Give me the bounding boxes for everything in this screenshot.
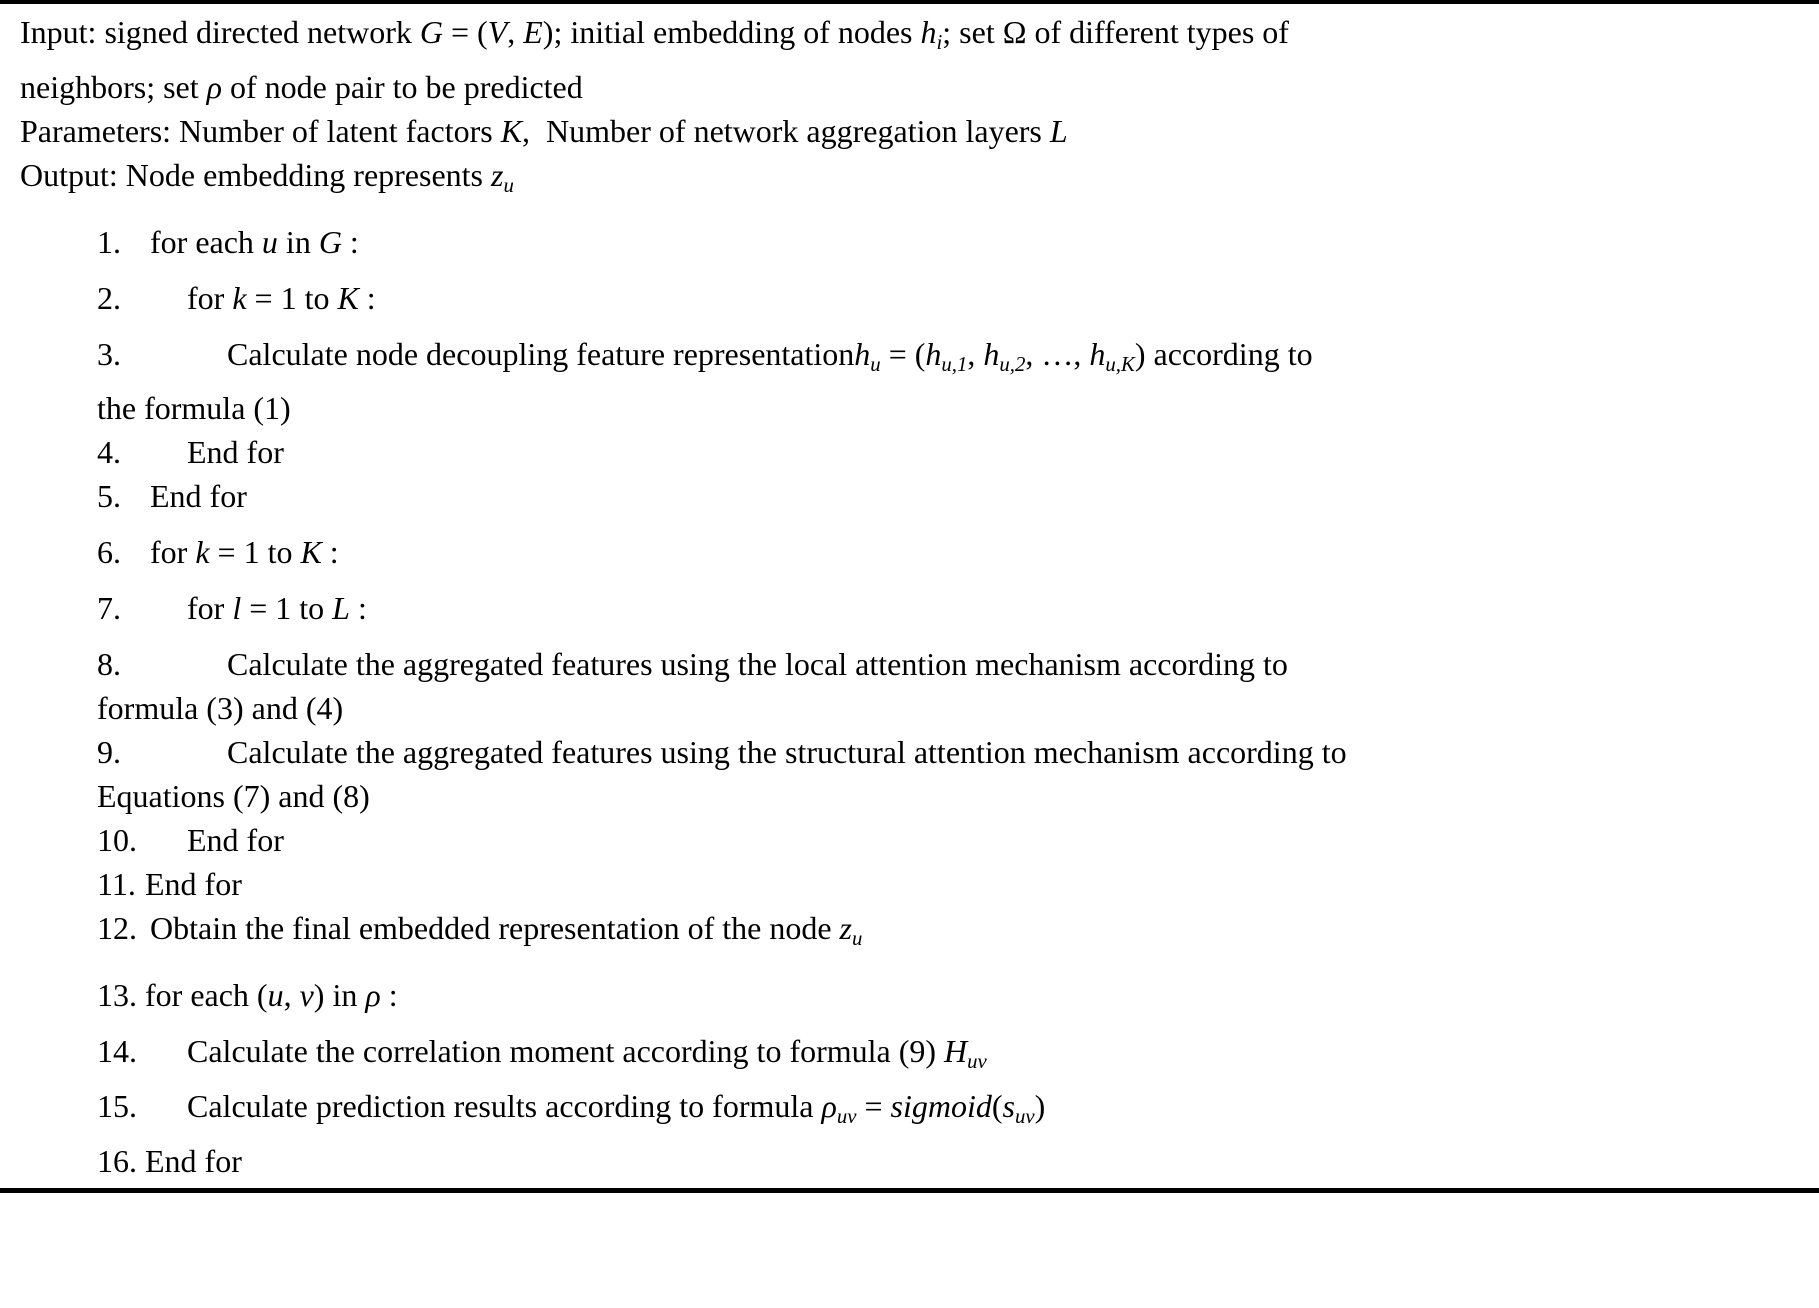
step-text	[97, 642, 1288, 686]
algorithm-step	[97, 474, 1795, 518]
text-segment: u	[503, 173, 514, 197]
step-number: 7.	[97, 590, 121, 627]
text-segment: End for	[187, 434, 284, 471]
algorithm-steps	[20, 220, 1795, 1183]
text-segment: L	[1049, 112, 1068, 149]
text-segment: G	[419, 14, 443, 50]
text-segment: for	[187, 590, 233, 627]
text-segment: Calculate the correlation moment according to formula (9)	[187, 1033, 945, 1070]
text-segment: ρ	[821, 1088, 837, 1125]
text-segment: :	[321, 534, 339, 571]
text-segment: uv	[967, 1050, 987, 1074]
step-number: 8.	[97, 646, 121, 683]
algorithm-header-line	[20, 153, 1795, 208]
step-number: 6.	[97, 534, 121, 571]
text-segment: = (	[880, 335, 926, 372]
text-segment: =	[856, 1088, 891, 1125]
algorithm-step	[97, 906, 1795, 961]
text-segment: L	[332, 590, 350, 627]
text-segment: s	[1002, 1088, 1015, 1125]
text-segment: for each	[150, 223, 262, 260]
text-segment: u	[851, 927, 863, 951]
text-segment: ,	[283, 977, 300, 1014]
text-segment: of node pair to be predicted	[222, 68, 583, 105]
algorithm-step	[97, 430, 1795, 474]
algorithm-step	[97, 818, 1795, 862]
text-segment: for each (	[145, 977, 268, 1014]
text-segment: h	[854, 335, 871, 372]
step-number: 14.	[97, 1033, 137, 1070]
step-number: 13.	[97, 977, 137, 1014]
text-segment: u,1	[941, 352, 968, 376]
text-segment: ) according to	[1134, 335, 1313, 372]
text-segment: ρ	[365, 977, 381, 1014]
text-segment: ,	[507, 14, 524, 50]
text-segment: K	[500, 112, 523, 149]
text-segment: h	[925, 335, 942, 372]
text-segment: :	[358, 279, 376, 316]
text-segment: V	[487, 14, 508, 50]
text-segment: H	[944, 1033, 968, 1070]
text-segment: ,	[967, 335, 984, 372]
step-number: 1.	[97, 223, 121, 260]
text-segment: Calculate the aggregated features using the structural attention mechanism according to	[227, 734, 1347, 771]
text-segment: E	[523, 14, 543, 50]
text-segment: for	[150, 534, 196, 571]
text-segment: Equations (7) and (8)	[97, 778, 370, 815]
text-segment: v	[299, 977, 314, 1014]
text-segment: u,2	[999, 352, 1026, 376]
text-segment: , Number of network aggregation layers	[522, 112, 1050, 149]
algorithm-step	[97, 332, 1795, 387]
text-segment: l	[232, 590, 242, 627]
text-segment: ); initial embedding of nodes	[542, 14, 921, 50]
bottom-rule	[0, 1188, 1819, 1193]
algorithm-step	[97, 1084, 1795, 1139]
step-number: 3.	[97, 335, 121, 372]
text-segment: u	[870, 352, 881, 376]
algorithm-step	[97, 973, 1795, 1017]
algorithm-header-line	[20, 109, 1795, 153]
text-segment: K	[300, 534, 322, 571]
text-segment: Input: signed directed network	[20, 14, 420, 50]
text-segment: Obtain the final embedded representation of the node	[150, 910, 840, 947]
step-text	[97, 586, 367, 630]
text-segment: h	[983, 335, 1000, 372]
text-segment: h	[1089, 335, 1106, 372]
text-segment: = 1 to	[209, 534, 301, 571]
step-number: 11.	[97, 866, 136, 903]
step-number: 10.	[97, 822, 137, 859]
text-segment: u	[267, 977, 284, 1014]
text-segment: ρ	[206, 68, 222, 105]
step-number: 9.	[97, 734, 121, 771]
step-text	[97, 530, 339, 574]
step-text	[97, 430, 284, 474]
algorithm-continuation-line	[97, 686, 1795, 730]
text-segment: sigmoid	[890, 1088, 992, 1125]
text-segment: Parameters: Number of latent factors	[20, 112, 501, 149]
text-segment: End for	[150, 478, 247, 515]
algorithm-step	[97, 586, 1795, 630]
algorithm-continuation-line	[97, 386, 1795, 430]
algorithm-step	[97, 530, 1795, 574]
text-segment: = (	[443, 14, 488, 50]
algorithm-step	[97, 1139, 1795, 1183]
text-segment: h	[920, 14, 937, 50]
text-segment: in	[277, 223, 319, 260]
algorithm-step	[97, 862, 1795, 906]
text-segment: Calculate node decoupling feature representation	[227, 335, 855, 372]
step-text	[97, 220, 359, 264]
algorithm-header	[20, 10, 1795, 208]
text-segment: = 1 to	[246, 279, 338, 316]
text-segment: End for	[145, 1142, 242, 1179]
algorithm-step	[97, 220, 1795, 264]
step-text	[97, 276, 376, 320]
step-text	[97, 1029, 987, 1084]
step-text	[97, 1084, 1045, 1139]
text-segment: u,K	[1105, 352, 1135, 376]
text-segment: )	[1034, 1088, 1046, 1125]
text-segment: = 1 to	[241, 590, 333, 627]
algorithm-header-line	[20, 10, 1795, 65]
step-number: 16.	[97, 1142, 137, 1179]
algorithm-step	[97, 642, 1795, 686]
text-segment: Output: Node embedding represents	[20, 156, 491, 193]
algorithm-continuation-line	[97, 774, 1795, 818]
step-text	[97, 332, 1313, 387]
text-segment: Calculate the aggregated features using the local attention mechanism according to	[227, 646, 1288, 683]
step-number: 15.	[97, 1088, 137, 1125]
step-text	[97, 730, 1347, 774]
text-segment: :	[341, 223, 359, 260]
text-segment: G	[318, 223, 342, 260]
step-number: 4.	[97, 434, 121, 471]
algorithm-header-line	[20, 65, 1795, 109]
text-segment: the formula (1)	[97, 390, 291, 427]
text-segment: neighbors; set	[20, 68, 207, 105]
text-segment: k	[195, 534, 210, 571]
text-segment: for	[187, 279, 233, 316]
text-segment: End for	[187, 822, 284, 859]
text-segment: (	[991, 1088, 1003, 1125]
text-segment: formula (3) and (4)	[97, 690, 344, 727]
step-text	[97, 973, 398, 1017]
algorithm-step	[97, 730, 1795, 774]
step-number: 5.	[97, 478, 121, 515]
text-segment: k	[232, 279, 247, 316]
text-segment: u	[261, 223, 278, 260]
algorithm-pseudocode	[0, 4, 1819, 1188]
text-segment: K	[337, 279, 359, 316]
text-segment: ) in	[313, 977, 366, 1014]
text-segment: i	[936, 30, 943, 54]
step-number: 2.	[97, 279, 121, 316]
step-number: 12.	[97, 910, 137, 947]
step-text	[97, 906, 862, 961]
text-segment: :	[349, 590, 367, 627]
text-segment: ; set Ω of different types of	[942, 14, 1289, 50]
algorithm-step	[97, 1029, 1795, 1084]
text-segment: , …,	[1025, 335, 1090, 372]
algorithm-step	[97, 276, 1795, 320]
text-segment: z	[839, 910, 852, 947]
text-segment: End for	[145, 866, 242, 903]
text-segment: Calculate prediction results according to formula	[187, 1088, 822, 1125]
text-segment: :	[380, 977, 398, 1014]
text-segment: z	[491, 156, 504, 193]
text-segment: uv	[836, 1104, 857, 1128]
text-segment: uv	[1014, 1104, 1035, 1128]
